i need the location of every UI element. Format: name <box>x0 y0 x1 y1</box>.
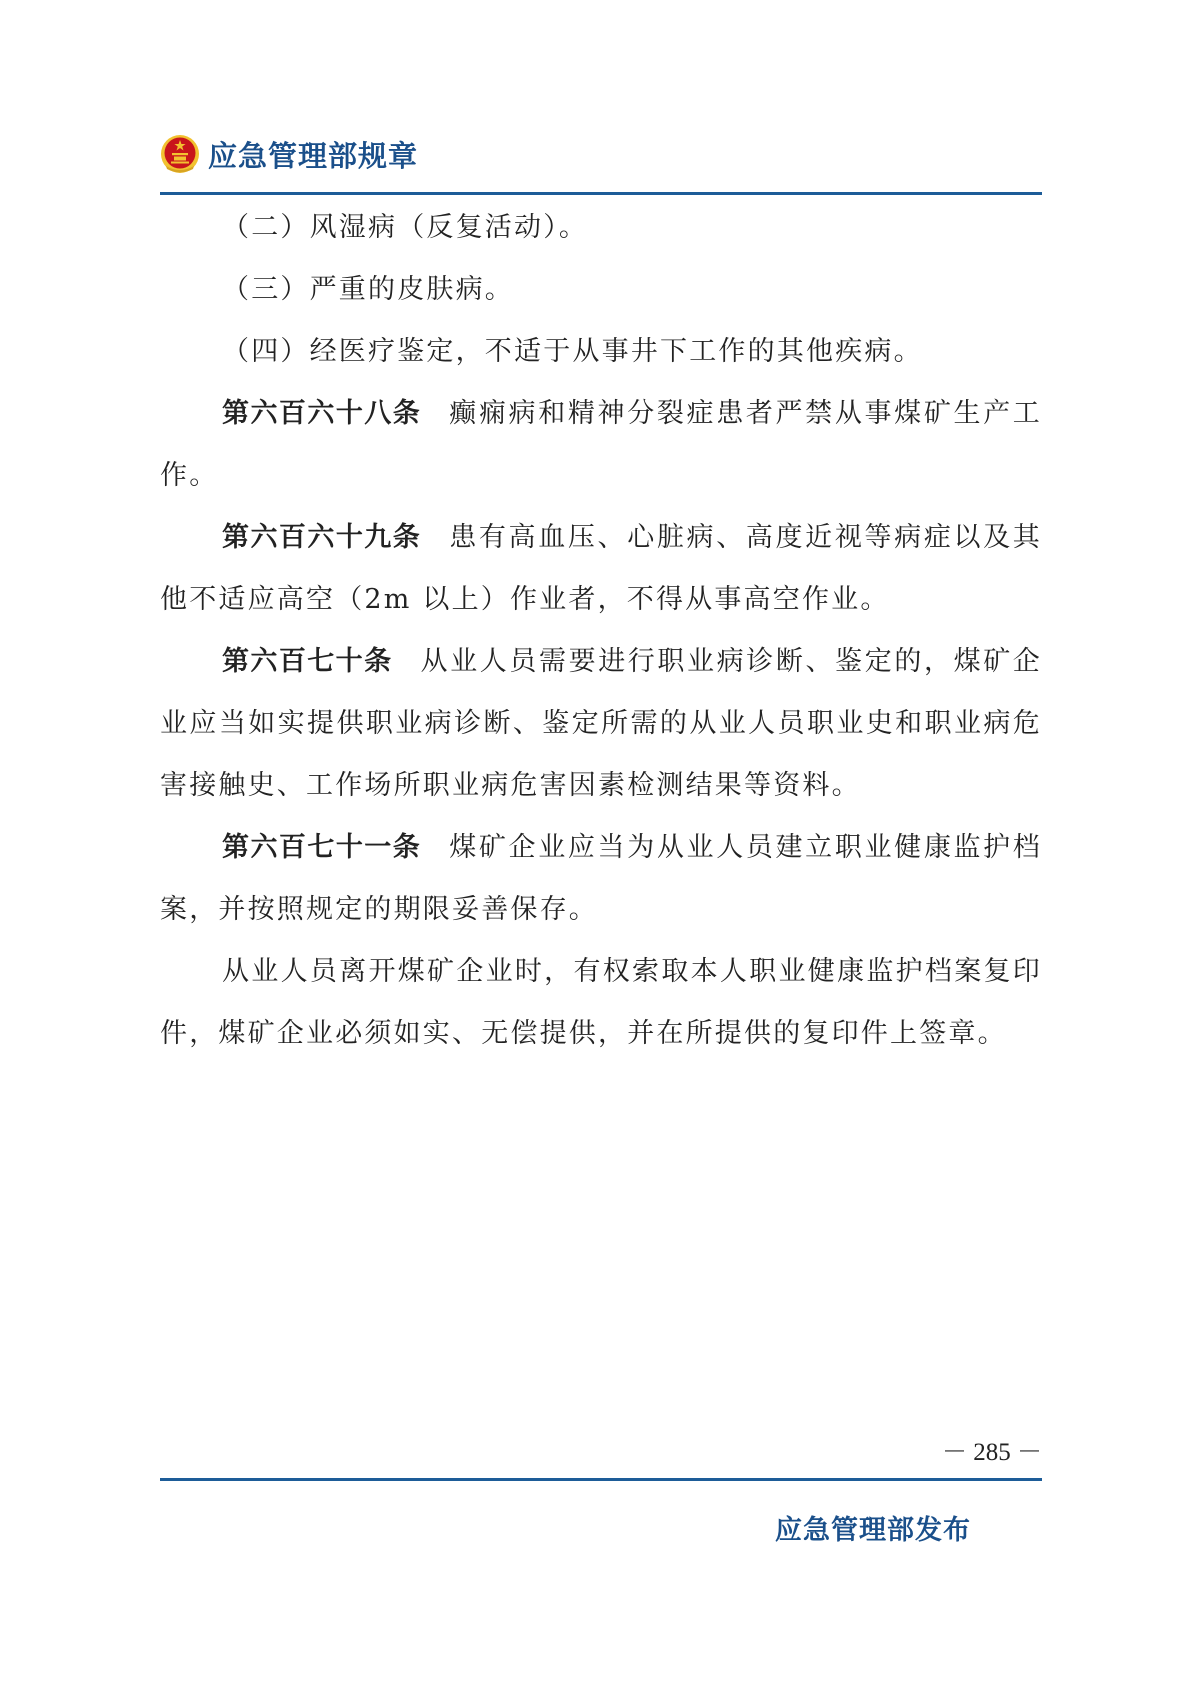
national-emblem-icon <box>160 134 200 174</box>
article-text: 煤矿企业应当为从业人员建立职业健康监护档案，并按照规定的期限妥善保存。 <box>160 832 1043 925</box>
article-671 <box>160 817 1042 941</box>
article-title: 第六百六十九条 <box>222 522 422 553</box>
paragraph-text: （四）经医疗鉴定，不适于从事井下工作的其他疾病。 <box>222 336 923 367</box>
paragraph-text: （二）风湿病（反复活动）。 <box>222 212 589 243</box>
paragraph <box>160 321 1042 383</box>
footer-divider <box>160 1478 1042 1481</box>
header-title: 应急管理部规章 <box>208 138 419 173</box>
article-text: 从业人员需要进行职业病诊断、鉴定的，煤矿企业应当如实提供职业病诊断、鉴定所需的从业人员职业史和职业病危害接触史、工作场所职业病危害因素检测结果等资料。 <box>160 646 1043 801</box>
article-title: 第六百六十八条 <box>222 398 422 429</box>
page-header <box>160 132 418 176</box>
page-number: － 285 － <box>941 1439 1042 1466</box>
paragraph-text: 从业人员离开煤矿企业时，有权索取本人职业健康监护档案复印件，煤矿企业必须如实、无偿提供，并在所提供的复印件上签章。 <box>160 956 1042 1049</box>
paragraph <box>160 941 1042 1065</box>
footer-publisher: 应急管理部发布 <box>775 1515 971 1546</box>
article-670 <box>160 631 1042 817</box>
article-title: 第六百七十条 <box>222 646 393 677</box>
article-text: 患有高血压、心脏病、高度近视等病症以及其他不适应高空（2m 以上）作业者，不得从事高空作业。 <box>160 522 1043 615</box>
paragraph-text: （三）严重的皮肤病。 <box>222 274 514 305</box>
article-669 <box>160 507 1042 631</box>
paragraph <box>160 197 1042 259</box>
article-668 <box>160 383 1042 507</box>
header-divider <box>160 192 1042 195</box>
document-body <box>160 197 1042 1065</box>
article-title: 第六百七十一条 <box>222 832 422 863</box>
article-text: 癫痫病和精神分裂症患者严禁从事煤矿生产工作。 <box>160 398 1043 491</box>
paragraph <box>160 259 1042 321</box>
